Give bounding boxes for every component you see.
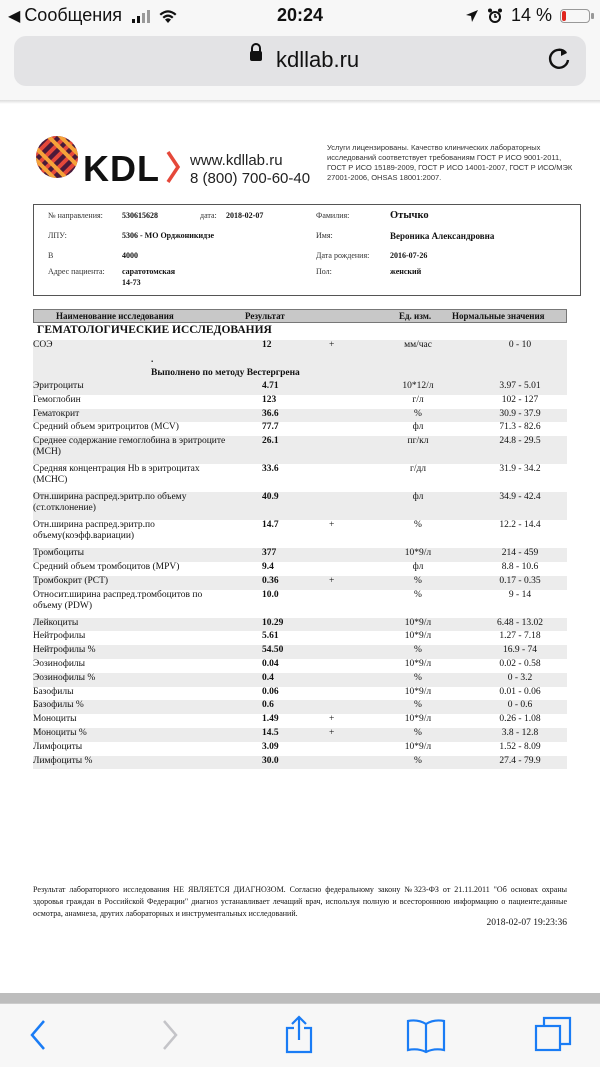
surname-value: Отычко [390,210,429,221]
test-value: 377 [262,548,277,559]
test-unit: % [414,575,422,586]
test-unit: 10*9/л [404,631,432,642]
header-unit: Ед. изм. [399,311,432,321]
table-row [33,381,567,395]
test-norm: 30.9 - 37.9 [499,408,541,419]
v-label: В [48,251,54,260]
test-name: Лимфоциты % [33,755,93,766]
test-value: 26.1 [262,436,279,447]
logo-wordmark: KDL [83,148,160,189]
test-name: Лимфоциты [33,741,83,752]
test-name: Тромбоциты [33,548,85,559]
test-value: 5.61 [262,631,279,642]
lock-icon [250,51,262,61]
test-norm: 1.52 - 8.09 [499,741,541,752]
test-name: Нейтрофилы [33,631,86,642]
test-name: Относит.ширина распред.тромбоцитов по объему (PDW) [33,589,203,611]
table-row [33,520,567,548]
back-app-label: Сообщения [24,5,123,25]
clock: 20:24 [276,5,324,25]
test-name: Базофилы [33,686,74,697]
sex-value: женский [390,267,422,276]
battery-icon [560,9,590,23]
test-unit: пг/кл [407,436,429,447]
table-row [33,436,567,464]
battery-percent: 14 % [510,5,552,25]
address-label: Адрес пациента: [48,267,105,276]
test-unit: % [414,672,422,683]
test-norm: 3.97 - 5.01 [499,381,541,391]
test-flag: + [329,714,335,725]
name-label: Имя: [316,231,333,240]
test-value: 10.29 [262,617,284,628]
table-row [33,464,567,492]
test-value: 10.0 [262,589,279,600]
test-name: Эозинофилы [33,659,86,669]
test-unit: мм/час [404,340,432,350]
test-norm: 214 - 459 [501,548,539,559]
test-norm: 0 - 10 [508,340,532,350]
test-norm: 0.17 - 0.35 [499,575,541,586]
url-text: kdllab.ru [276,47,360,72]
test-name: Средняя концентрация Hb в эритроцитах (MCHC) [33,464,200,486]
test-flag: + [329,728,335,738]
test-norm: 0.02 - 0.58 [499,659,541,669]
patient-info-box [33,204,581,296]
table-row [33,618,567,632]
test-unit: г/дл [409,464,427,475]
test-unit: % [414,755,422,766]
table-row [33,409,567,423]
name-value: Вероника Александровна [390,231,495,241]
test-name: Базофилы % [33,700,84,711]
test-flag: + [329,520,335,531]
page-end-divider [0,993,600,1003]
test-unit: 10*9/л [404,741,432,752]
test-unit: % [414,589,422,600]
test-norm: 0 - 0.6 [507,700,533,711]
section-title: ГЕМАТОЛОГИЧЕСКИЕ ИССЛЕДОВАНИЯ [37,324,272,336]
test-name: Средний объем эритроцитов (MCV) [33,422,179,433]
test-name: Эритроциты [33,381,84,391]
test-value: 4.71 [262,381,279,391]
location-icon [465,9,479,23]
date-value: 2018-02-07 [226,211,264,220]
test-name: Моноциты % [33,728,87,738]
test-unit: % [414,645,422,656]
results-table-header [33,309,567,323]
test-norm: 8.8 - 10.6 [501,562,539,572]
back-icon[interactable] [28,1018,48,1052]
table-row [33,422,567,436]
test-norm: 34.9 - 42.4 [499,492,541,503]
test-norm: 27.4 - 79.9 [499,755,541,766]
method-dot: . [151,355,154,365]
table-row [33,631,567,645]
birth-value: 2016-07-26 [390,251,428,260]
brand-phone: 8 (800) 700-60-40 [190,170,311,187]
method-text: Выполнено по методу Вестергрена [151,368,300,378]
test-value: 0.36 [262,575,279,586]
test-name: Гемоглобин [33,394,81,405]
test-norm: 0 - 3.2 [507,672,533,683]
header-norm: Нормальные значения [452,311,545,321]
test-value: 0.06 [262,686,279,697]
test-value: 36.6 [262,408,279,419]
table-row [33,492,567,520]
test-norm: 9 - 14 [508,589,532,600]
test-name: Тромбокрит (PCT) [33,575,109,586]
table-row [33,395,567,409]
test-unit: фл [412,422,424,433]
test-name: Средний объем тромбоцитов (MPV) [33,562,180,572]
test-value: 0.4 [262,672,274,683]
test-norm: 102 - 127 [501,394,539,405]
test-name: Лейкоциты [33,617,79,628]
date-label: дата: [200,211,217,220]
lpu-label: ЛПУ: [48,231,67,240]
brand-site: www.kdllab.ru [190,152,283,169]
table-row [33,576,567,590]
v-value: 4000 [122,251,138,260]
test-value: 12 [262,340,272,350]
tabs-icon[interactable] [534,1016,572,1054]
test-unit: 10*9/л [404,617,432,628]
back-arrow-icon: ◀ [8,7,21,25]
test-unit: фл [412,562,424,572]
lpu-value: 5306 - МО Орджоникидзе [122,231,214,240]
test-value: 1.49 [262,714,279,725]
printed-at: 2018-02-07 19:23:36 [486,918,567,928]
birth-label: Дата рождения: [316,251,370,260]
test-flag: + [329,340,335,350]
table-row [33,687,567,701]
test-value: 14.7 [262,520,279,531]
test-norm: 71.3 - 82.6 [499,422,541,433]
test-value: 40.9 [262,492,279,503]
test-unit: фл [412,492,424,503]
license-text: Услуги лицензированы. Качество клинических лабораторных исследований соответствует требованиям ГОСТ Р ИСО 9001-2011, ГОСТ Р ИСО 15189-2009, ГОСТ Р ИСО 14001-2007, ГОСТ Р ИСО/МЭК 27001-2006, OHSAS 18001:2007. [327,143,573,182]
kdl-logo-icon [34,134,80,180]
test-unit: % [414,728,422,738]
test-unit: % [414,520,422,531]
test-norm: 31.9 - 34.2 [499,464,541,475]
test-norm: 0.26 - 1.08 [499,714,541,725]
table-row [33,714,567,728]
table-row [33,756,567,770]
test-unit: г/л [412,394,424,405]
header-name: Наименование исследования [56,311,174,321]
referral-value: 530615628 [122,211,158,220]
header-result: Результат [245,311,285,321]
table-row [33,728,567,742]
test-name: Среднее содержание гемоглобина в эритроците (MCH) [33,436,226,458]
table-row [33,340,567,355]
address-value-2: 14-73 [122,278,141,287]
document-page[interactable] [0,100,600,993]
test-name: Эозинофилы % [33,672,96,683]
test-norm: 12.2 - 14.4 [499,520,541,531]
table-row [33,590,567,618]
test-name: Гематокрит [33,408,80,419]
test-unit: 10*9/л [404,714,432,725]
test-unit: % [414,700,422,711]
table-row [33,562,567,576]
table-row [33,673,567,687]
test-unit: 10*9/л [404,686,432,697]
test-name: Отн.ширина распред.эритр.по объему (ст.отклонение) [33,492,187,514]
test-name: СОЭ [33,340,53,350]
test-norm: 6.48 - 13.02 [497,617,543,628]
test-unit: % [414,408,422,419]
test-unit: 10*12/л [402,381,434,391]
test-flag: + [329,575,335,586]
test-value: 9.4 [262,562,274,572]
address-bar[interactable] [14,36,586,86]
test-name: Моноциты [33,714,77,725]
test-value: 0.6 [262,700,274,711]
test-value: 54.50 [262,645,284,656]
chevron-logo-icon [165,150,181,184]
sex-label: Пол: [316,267,332,276]
test-value: 0.04 [262,659,279,669]
table-row [33,700,567,714]
test-name: Нейтрофилы % [33,645,96,656]
test-value: 30.0 [262,755,279,766]
alarm-icon [487,8,503,24]
reload-icon[interactable] [546,46,572,72]
table-row [33,548,567,562]
table-row [33,659,567,673]
method-note [33,355,567,381]
test-value: 33.6 [262,464,279,475]
test-name: Отн.ширина распред.эритр.по объему(коэфф.вариации) [33,520,155,542]
share-icon[interactable] [284,1014,314,1054]
test-value: 14.5 [262,728,279,738]
test-norm: 0.01 - 0.06 [499,686,541,697]
test-norm: 1.27 - 7.18 [499,631,541,642]
address-value-1: саратотомская [122,267,176,276]
test-norm: 16.9 - 74 [502,645,538,656]
test-unit: 10*9/л [404,659,432,669]
disclaimer: Результат лабораторного исследования НЕ ЯВЛЯЕТСЯ ДИАГНОЗОМ. Согласно федеральному закону №323-ФЗ от 21.11.2011 "Об основах охраны здоровья граждан в Российской Федерации" диагноз устанавливает лечащий врач, используя полную и всестороннюю информацию о пациенте:данные осмотра, анамнеза, других лабораторных и инструментальных исследований. [33,885,567,918]
table-row [33,645,567,659]
test-norm: 24.8 - 29.5 [499,436,541,447]
test-value: 3.09 [262,741,279,752]
test-unit: 10*9/л [404,548,432,559]
forward-icon[interactable] [160,1018,180,1052]
test-value: 77.7 [262,422,279,433]
surname-label: Фамилия: [316,211,350,220]
test-norm: 3.8 - 12.8 [501,728,539,738]
table-row [33,742,567,756]
bookmarks-icon[interactable] [406,1018,446,1054]
test-value: 123 [262,394,277,405]
browser-toolbar [0,1003,600,1067]
referral-label: № направления: [48,211,103,220]
status-bar [0,0,600,30]
